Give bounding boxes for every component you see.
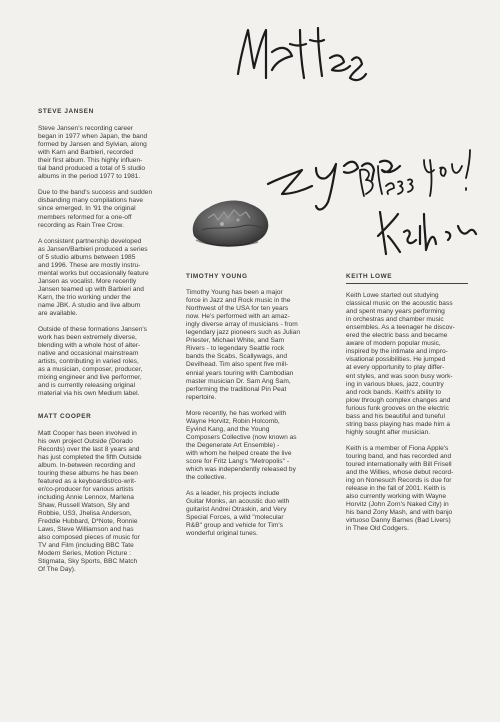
- stone-photo-icon: [188, 196, 272, 248]
- column-right: [346, 273, 478, 541]
- paragraph: Matt Cooper has been involved in his own project Outside (Dorado Records) over the last 8 years and has just completed the fifth Outside album. In-between recording and touring these albums he has been featured as a keyboardist/co-writ- er/co-producer for various artists including Annie Lennox, Marlena Shaw, Russell Watson, Sly and Robbie, US3, Jhelisa Anderson, Freddie Hubbard, D*Note, Ronnie Laws, Steve Williamson and has also composed pieces of music for TV and Film (including BBC Tate Modern Series, Motion Picture : Stigmata, Sky Sports, BBC Match Of The Day).: [38, 429, 142, 574]
- paragraph: Keith is a member of Fiona Apple's touring band, and has recorded and toured internationally with Bill Frisell and the Willies, whose debut record- ing on Nonesuch Records is due for release in the fall of 2001. Keith is also currently working with Wayne Horvitz (John Zorn's Naked City) in his band Zony Mash, and with banjo virtuoso Danny Barnes (Bad Livers) in Thee Old Codgers.: [346, 444, 454, 533]
- paragraph: Due to the band's success and sudden disbanding many compilations have since emerged. In '91 the original members reformed for a one-off recording as Rain Tree Crow.: [38, 189, 153, 229]
- signature-keith-note: [360, 150, 470, 196]
- paragraph: More recently, he has worked with Wayne Horvitz, Robin Holcomb, Eyvind Kang, and the Young Composers Collective (now known as the Degenerate Art Ensemble) - with whom he helped create the live score for Fritz Lang's "Metropolis" - which was independently released by the collective.: [186, 409, 297, 482]
- paragraph: Steve Jansen's recording career began in 1977 when Japan, the band formed by Jansen and Sylvian, along with Karn and Barbieri, recorded their first album. This highly influen- tial band produced a total of 5 studio albums in the period 1977 to 1981.: [38, 125, 148, 181]
- heading-steve-jansen: STEVE JANSEN: [38, 108, 94, 115]
- paragraph: A consistent partnership developed as Jansen/Barbieri produced a series of 5 studio albums between 1985 and 1996. These are mostly instru- mental works but occasionally feature Jansen as vocalist. More recently Jansen teamed up with Barbieri and Karn, the trio working under the name JBK. A studio and live album are available.: [38, 237, 149, 318]
- signature-keith: [378, 212, 476, 254]
- paragraph: Keith Lowe started out studying classical music on the acoustic bass and spent many years performing in orchestras and chamber music ensembles. As a teenager he discov- ered the electric bass and became aware of modern popular music, inspired by the intimate and impro- visational possibilities. He jumped at every opportunity to play differ- ent styles, and was soon busy work- ing in various blues, jazz, country and rock bands. Keith's ability to plow through complex changes and furious funk grooves on the electric bass and his beautiful and tuneful string bass playing has made him a highly sought after musician.: [346, 292, 455, 436]
- section-steve-jansen: [38, 108, 174, 399]
- section-matt-cooper: [38, 413, 174, 575]
- signature-matt: [238, 28, 366, 80]
- column-left: [38, 108, 174, 582]
- column-middle: [186, 273, 320, 546]
- paragraph: Timothy Young has been a major force in Jazz and Rock music in the Northwest of the USA for ten years now. He's performed with an amaz- ingly diverse array of musicians - from legendary jazz pioneers such as Julian Priester, Michael White, and Sam Rivers - to legendary Seattle rock bands the Scabs, Scallywags, and Devilhead. Tim also spent five mill- ennial years touring with Cambodian master musician Dr. Sam Ang Sam, performing the traditional Pin Peat repertoire.: [186, 289, 301, 401]
- paragraph: Outside of these formations Jansen's work has been extremely diverse, blending with a whole host of alter- native and occasional mainstream artists, contributing in varied roles, as a musician, composer, producer, mixing engineer and live performer, and is currently releasing original material via his own Medium label.: [38, 326, 148, 398]
- heading-matt-cooper: MATT COOPER: [38, 412, 92, 420]
- heading-timothy-young: TIMOTHY YOUNG: [186, 273, 248, 280]
- heading-keith-lowe: KEITH LOWE: [346, 273, 468, 284]
- paragraph: As a leader, his projects include Guitar Monks, an acoustic duo with guitarist Andrei Otraskin, and Very Special Forces, a wild "molecular R&B" group and vehicle for Tim's wonderful original tunes.: [186, 490, 290, 538]
- signature-timothy: [268, 161, 400, 210]
